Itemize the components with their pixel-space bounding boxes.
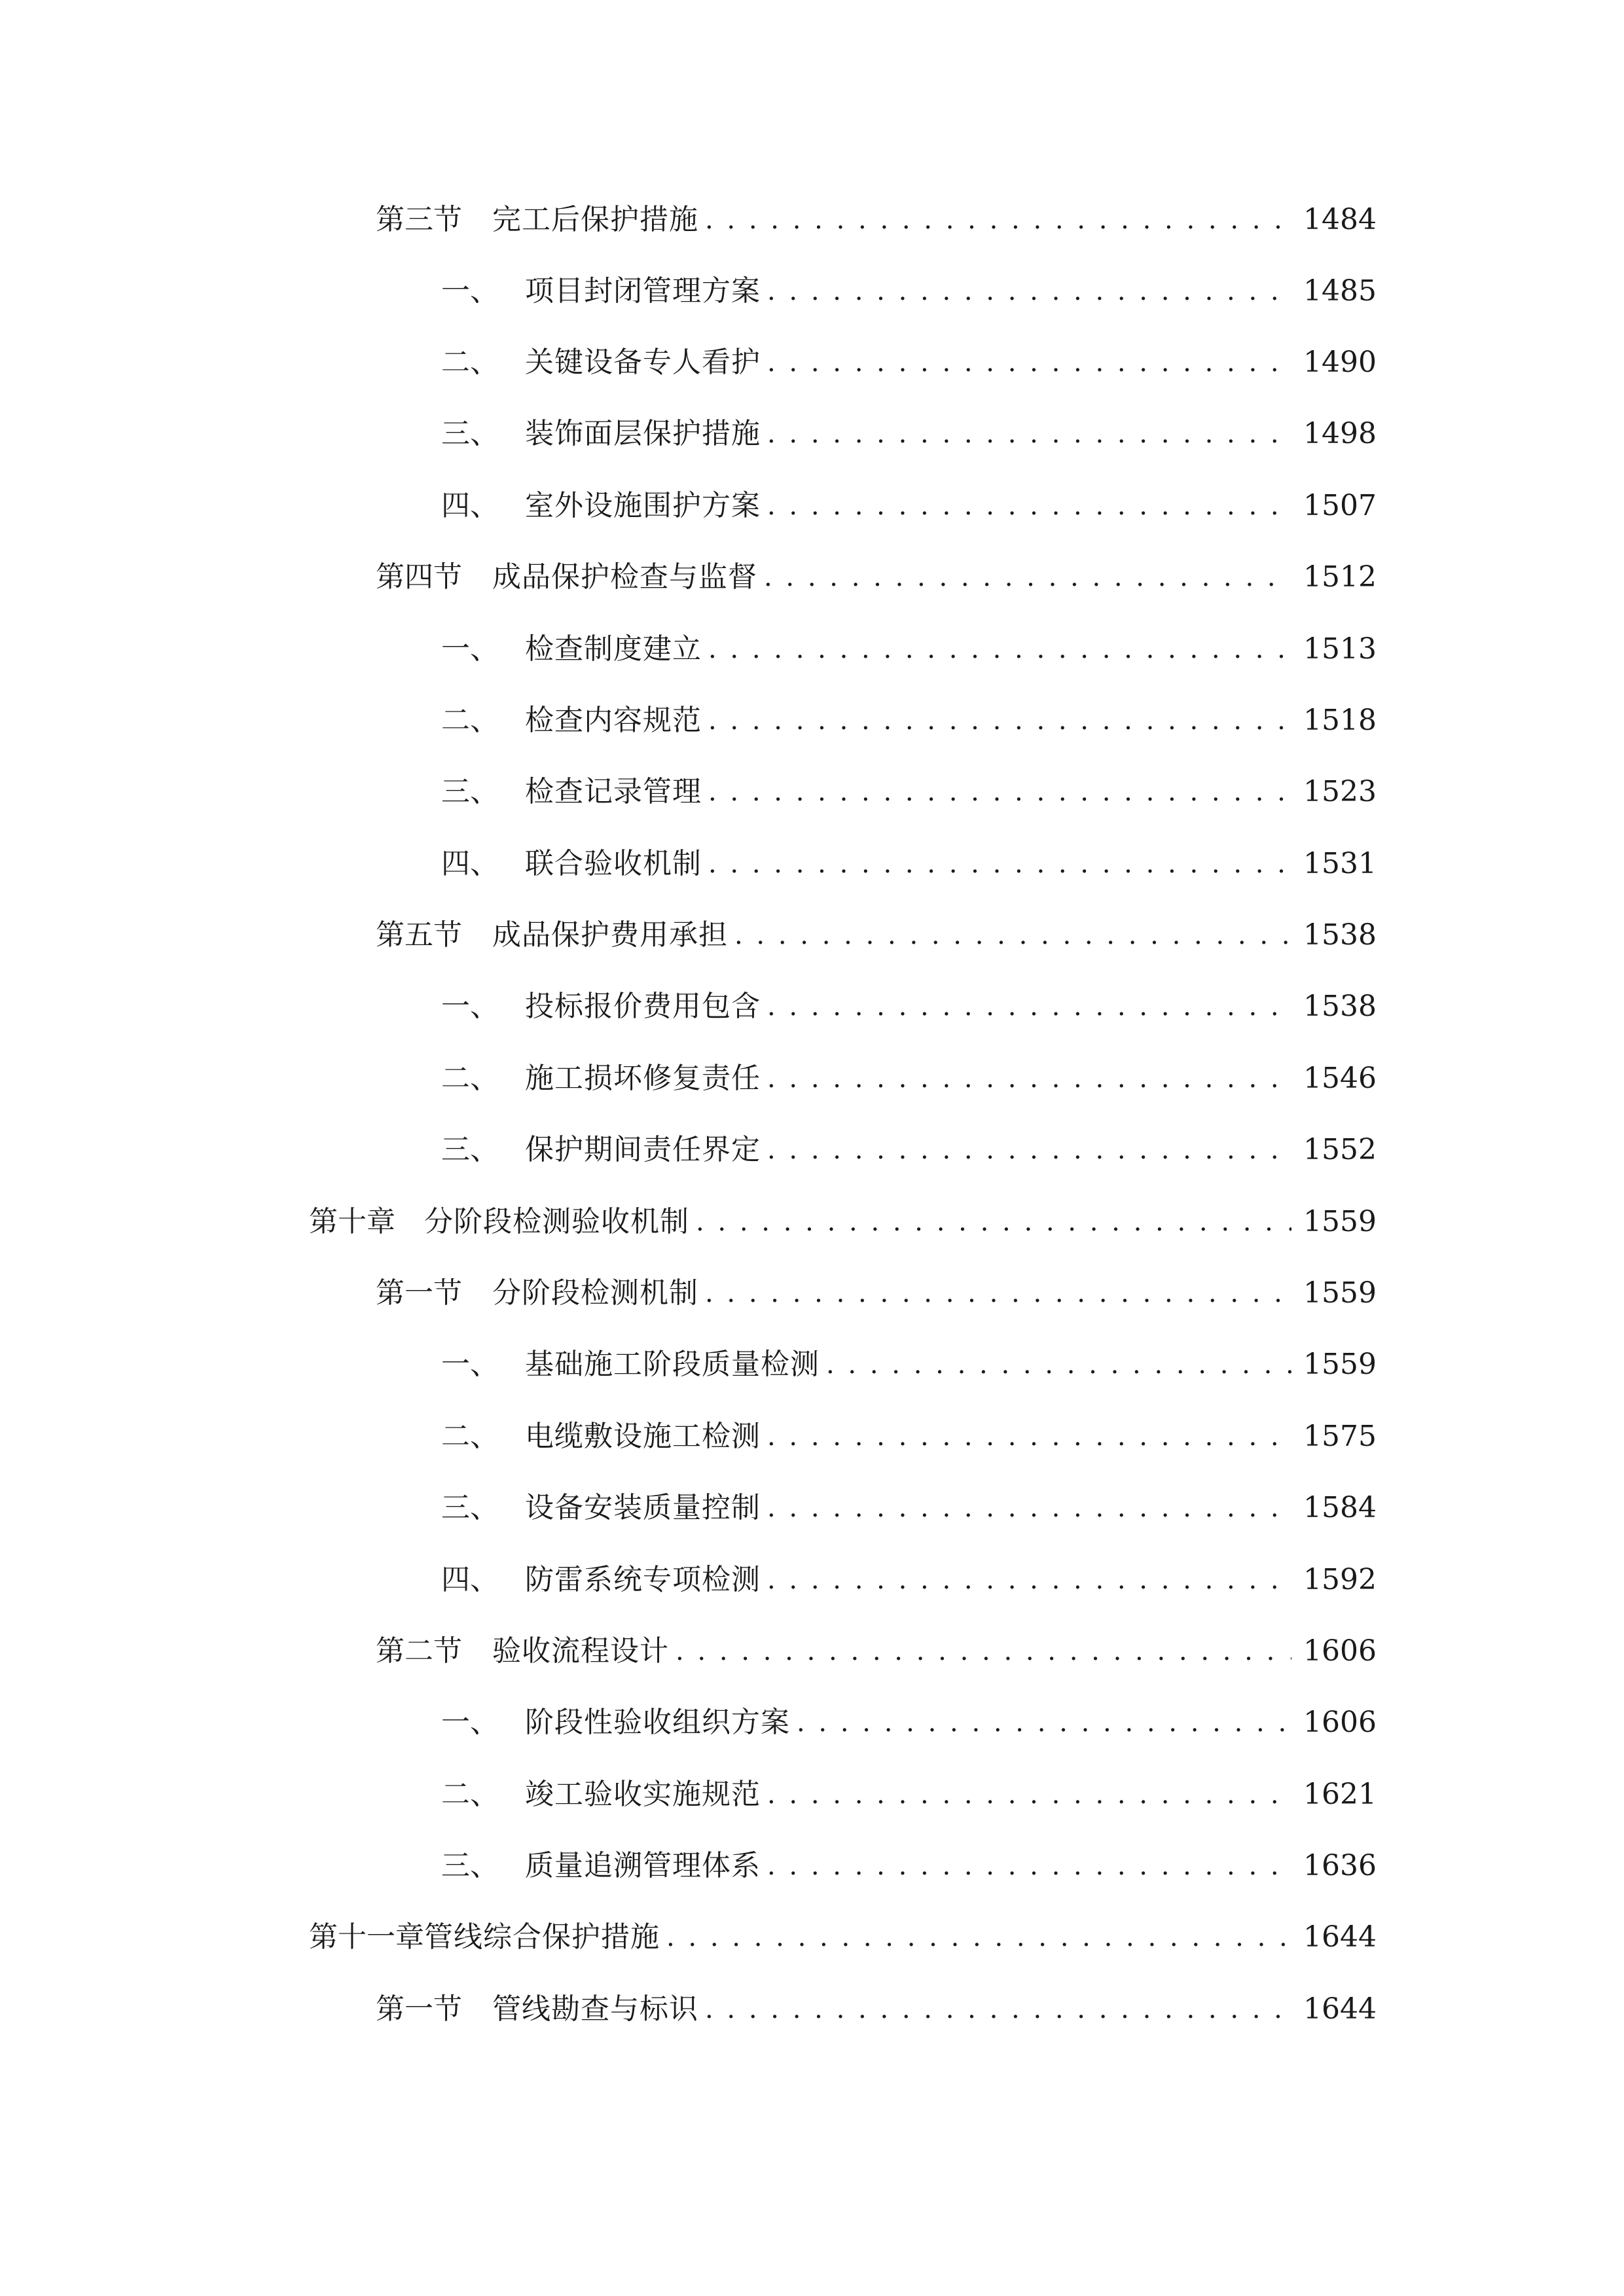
toc-dot-leader xyxy=(767,1554,1291,1606)
toc-entry-item[interactable] xyxy=(441,766,1377,818)
toc-entry-number: 二、 xyxy=(441,1420,499,1453)
toc-entry-number: 四、 xyxy=(441,847,499,880)
toc-entry-page: 1538 xyxy=(1303,918,1377,952)
toc-entry-number: 第三节 xyxy=(376,203,462,236)
toc-entry-title: 保护期间责任界定 xyxy=(525,1133,761,1166)
toc-entry-title: 防雷系统专项检测 xyxy=(525,1563,761,1596)
toc-entry-title: 关键设备专人看护 xyxy=(525,346,761,379)
toc-entry-page: 1485 xyxy=(1303,274,1377,308)
toc-entry-page: 1531 xyxy=(1303,847,1377,880)
toc-dot-leader xyxy=(767,408,1291,460)
toc-dot-leader xyxy=(767,1410,1291,1463)
toc-dot-leader xyxy=(764,551,1291,603)
toc-entry-title: 管线勘查与标识 xyxy=(492,1992,698,2026)
toc-entry-title: 装饰面层保护措施 xyxy=(525,417,761,450)
toc-entry-item[interactable] xyxy=(441,265,1377,317)
toc-entry-item[interactable] xyxy=(441,336,1377,389)
toc-entry-title: 室外设施围护方案 xyxy=(525,489,761,522)
toc-entry-page: 1498 xyxy=(1303,417,1377,450)
toc-entry-title: 分阶段检测机制 xyxy=(492,1276,698,1310)
toc-entry-title: 检查内容规范 xyxy=(525,704,702,737)
toc-entry-item[interactable] xyxy=(441,1696,1377,1749)
toc-entry-title: 成品保护检查与监督 xyxy=(492,560,757,594)
toc-entry-page: 1592 xyxy=(1303,1563,1377,1596)
toc-dot-leader xyxy=(767,480,1291,532)
toc-entry-page: 1546 xyxy=(1303,1062,1377,1095)
toc-entry-number: 一、 xyxy=(441,1706,499,1739)
toc-entry-number: 四、 xyxy=(441,489,499,522)
toc-dot-leader xyxy=(708,694,1291,747)
toc-entry-number: 二、 xyxy=(441,1062,499,1095)
toc-entry-item[interactable] xyxy=(441,1052,1377,1105)
toc-dot-leader xyxy=(767,1840,1291,1892)
toc-entry-number: 第十章 xyxy=(309,1205,395,1238)
toc-entry-section[interactable] xyxy=(376,909,1377,961)
toc-entry-number: 第一节 xyxy=(376,1276,462,1310)
toc-dot-leader xyxy=(705,1983,1291,2036)
toc-entry-item[interactable] xyxy=(441,694,1377,747)
toc-entry-number: 第四节 xyxy=(376,560,462,594)
toc-entry-number: 第二节 xyxy=(376,1634,462,1668)
toc-entry-number: 三、 xyxy=(441,1491,499,1524)
toc-entry-title: 验收流程设计 xyxy=(492,1634,669,1668)
toc-entry-title: 检查制度建立 xyxy=(525,632,702,666)
toc-entry-item[interactable] xyxy=(441,480,1377,532)
toc-entry-section[interactable] xyxy=(376,1983,1377,2036)
toc-entry-title: 投标报价费用包含 xyxy=(525,990,761,1023)
toc-entry-number: 第十一章 xyxy=(309,1920,424,1954)
toc-entry-title: 质量追溯管理体系 xyxy=(525,1849,761,1882)
toc-entry-item[interactable] xyxy=(441,1840,1377,1892)
toc-dot-leader xyxy=(826,1338,1291,1391)
toc-entry-item[interactable] xyxy=(441,980,1377,1033)
toc-dot-leader xyxy=(705,1267,1291,1319)
toc-dot-leader xyxy=(708,838,1291,890)
toc-entry-item[interactable] xyxy=(441,408,1377,460)
toc-entry-page: 1523 xyxy=(1303,775,1377,808)
toc-entry-section[interactable] xyxy=(376,551,1377,603)
toc-entry-page: 1559 xyxy=(1303,1348,1377,1381)
toc-dot-leader xyxy=(708,766,1291,818)
toc-entry-item[interactable] xyxy=(441,1768,1377,1821)
toc-entry-chapter[interactable] xyxy=(309,1196,1377,1248)
toc-entry-number: 三、 xyxy=(441,1849,499,1882)
toc-entry-page: 1644 xyxy=(1303,1920,1377,1954)
toc-entry-title: 阶段性验收组织方案 xyxy=(525,1706,790,1739)
toc-entry-page: 1507 xyxy=(1303,489,1377,522)
toc-entry-page: 1559 xyxy=(1303,1205,1377,1238)
toc-dot-leader xyxy=(676,1625,1291,1677)
toc-dot-leader xyxy=(708,623,1291,675)
toc-entry-title: 联合验收机制 xyxy=(525,847,702,880)
toc-entry-page: 1513 xyxy=(1303,632,1377,666)
toc-entry-page: 1538 xyxy=(1303,990,1377,1023)
toc-dot-leader xyxy=(705,194,1291,246)
toc-entry-number: 一、 xyxy=(441,274,499,308)
toc-entry-title: 分阶段检测验收机制 xyxy=(424,1205,689,1238)
toc-entry-title: 检查记录管理 xyxy=(525,775,702,808)
toc-dot-leader xyxy=(767,265,1291,317)
toc-dot-leader xyxy=(767,1052,1291,1105)
toc-entry-page: 1552 xyxy=(1303,1133,1377,1166)
toc-entry-page: 1606 xyxy=(1303,1706,1377,1739)
toc-entry-page: 1584 xyxy=(1303,1491,1377,1524)
toc-entry-section[interactable] xyxy=(376,1267,1377,1319)
toc-entry-number: 四、 xyxy=(441,1563,499,1596)
toc-dot-leader xyxy=(797,1696,1291,1749)
toc-dot-leader xyxy=(734,909,1291,961)
toc-entry-number: 一、 xyxy=(441,1348,499,1381)
toc-entry-page: 1518 xyxy=(1303,704,1377,737)
toc-dot-leader xyxy=(767,1124,1291,1176)
toc-entry-item[interactable] xyxy=(441,1124,1377,1176)
toc-dot-leader xyxy=(767,1768,1291,1821)
toc-entry-page: 1490 xyxy=(1303,346,1377,379)
toc-entry-number: 一、 xyxy=(441,632,499,666)
toc-entry-title: 完工后保护措施 xyxy=(492,203,698,236)
toc-entry-title: 基础施工阶段质量检测 xyxy=(525,1348,820,1381)
toc-entry-section[interactable] xyxy=(376,1625,1377,1677)
toc-entry-title: 设备安装质量控制 xyxy=(525,1491,761,1524)
toc-entry-title: 成品保护费用承担 xyxy=(492,918,728,952)
toc-entry-number: 三、 xyxy=(441,1133,499,1166)
toc-entry-number: 第一节 xyxy=(376,1992,462,2026)
toc-entry-item[interactable] xyxy=(441,838,1377,890)
toc-entry-item[interactable] xyxy=(441,1554,1377,1606)
toc-entry-page: 1606 xyxy=(1303,1634,1377,1668)
toc-entry-title: 竣工验收实施规范 xyxy=(525,1778,761,1811)
toc-dot-leader xyxy=(767,1482,1291,1534)
toc-entry-number: 三、 xyxy=(441,775,499,808)
toc-dot-leader xyxy=(666,1911,1291,1964)
toc-entry-number: 二、 xyxy=(441,346,499,379)
toc-entry-page: 1644 xyxy=(1303,1992,1377,2026)
toc-entry-number: 三、 xyxy=(441,417,499,450)
toc-entry-title: 施工损坏修复责任 xyxy=(525,1062,761,1095)
toc-entry-page: 1559 xyxy=(1303,1276,1377,1310)
toc-entry-number: 二、 xyxy=(441,1778,499,1811)
toc-entry-number: 二、 xyxy=(441,704,499,737)
toc-entry-title: 项目封闭管理方案 xyxy=(525,274,761,308)
toc-entry-chapter[interactable] xyxy=(309,1911,1377,1964)
toc-entry-title: 管线综合保护措施 xyxy=(424,1920,660,1954)
toc-entry-item[interactable] xyxy=(441,1482,1377,1534)
toc-entry-page: 1512 xyxy=(1303,560,1377,594)
toc-entry-item[interactable] xyxy=(441,1410,1377,1463)
toc-dot-leader xyxy=(696,1196,1291,1248)
toc-entry-page: 1636 xyxy=(1303,1849,1377,1882)
toc-entry-item[interactable] xyxy=(441,623,1377,675)
toc-entry-item[interactable] xyxy=(441,1338,1377,1391)
toc-entry-page: 1621 xyxy=(1303,1778,1377,1811)
toc-entry-page: 1575 xyxy=(1303,1420,1377,1453)
toc-dot-leader xyxy=(767,336,1291,389)
toc-entry-title: 电缆敷设施工检测 xyxy=(525,1420,761,1453)
toc-entry-page: 1484 xyxy=(1303,203,1377,236)
toc-entry-number: 第五节 xyxy=(376,918,462,952)
toc-entry-section[interactable] xyxy=(376,194,1377,246)
toc-dot-leader xyxy=(767,980,1291,1033)
toc-entry-number: 一、 xyxy=(441,990,499,1023)
